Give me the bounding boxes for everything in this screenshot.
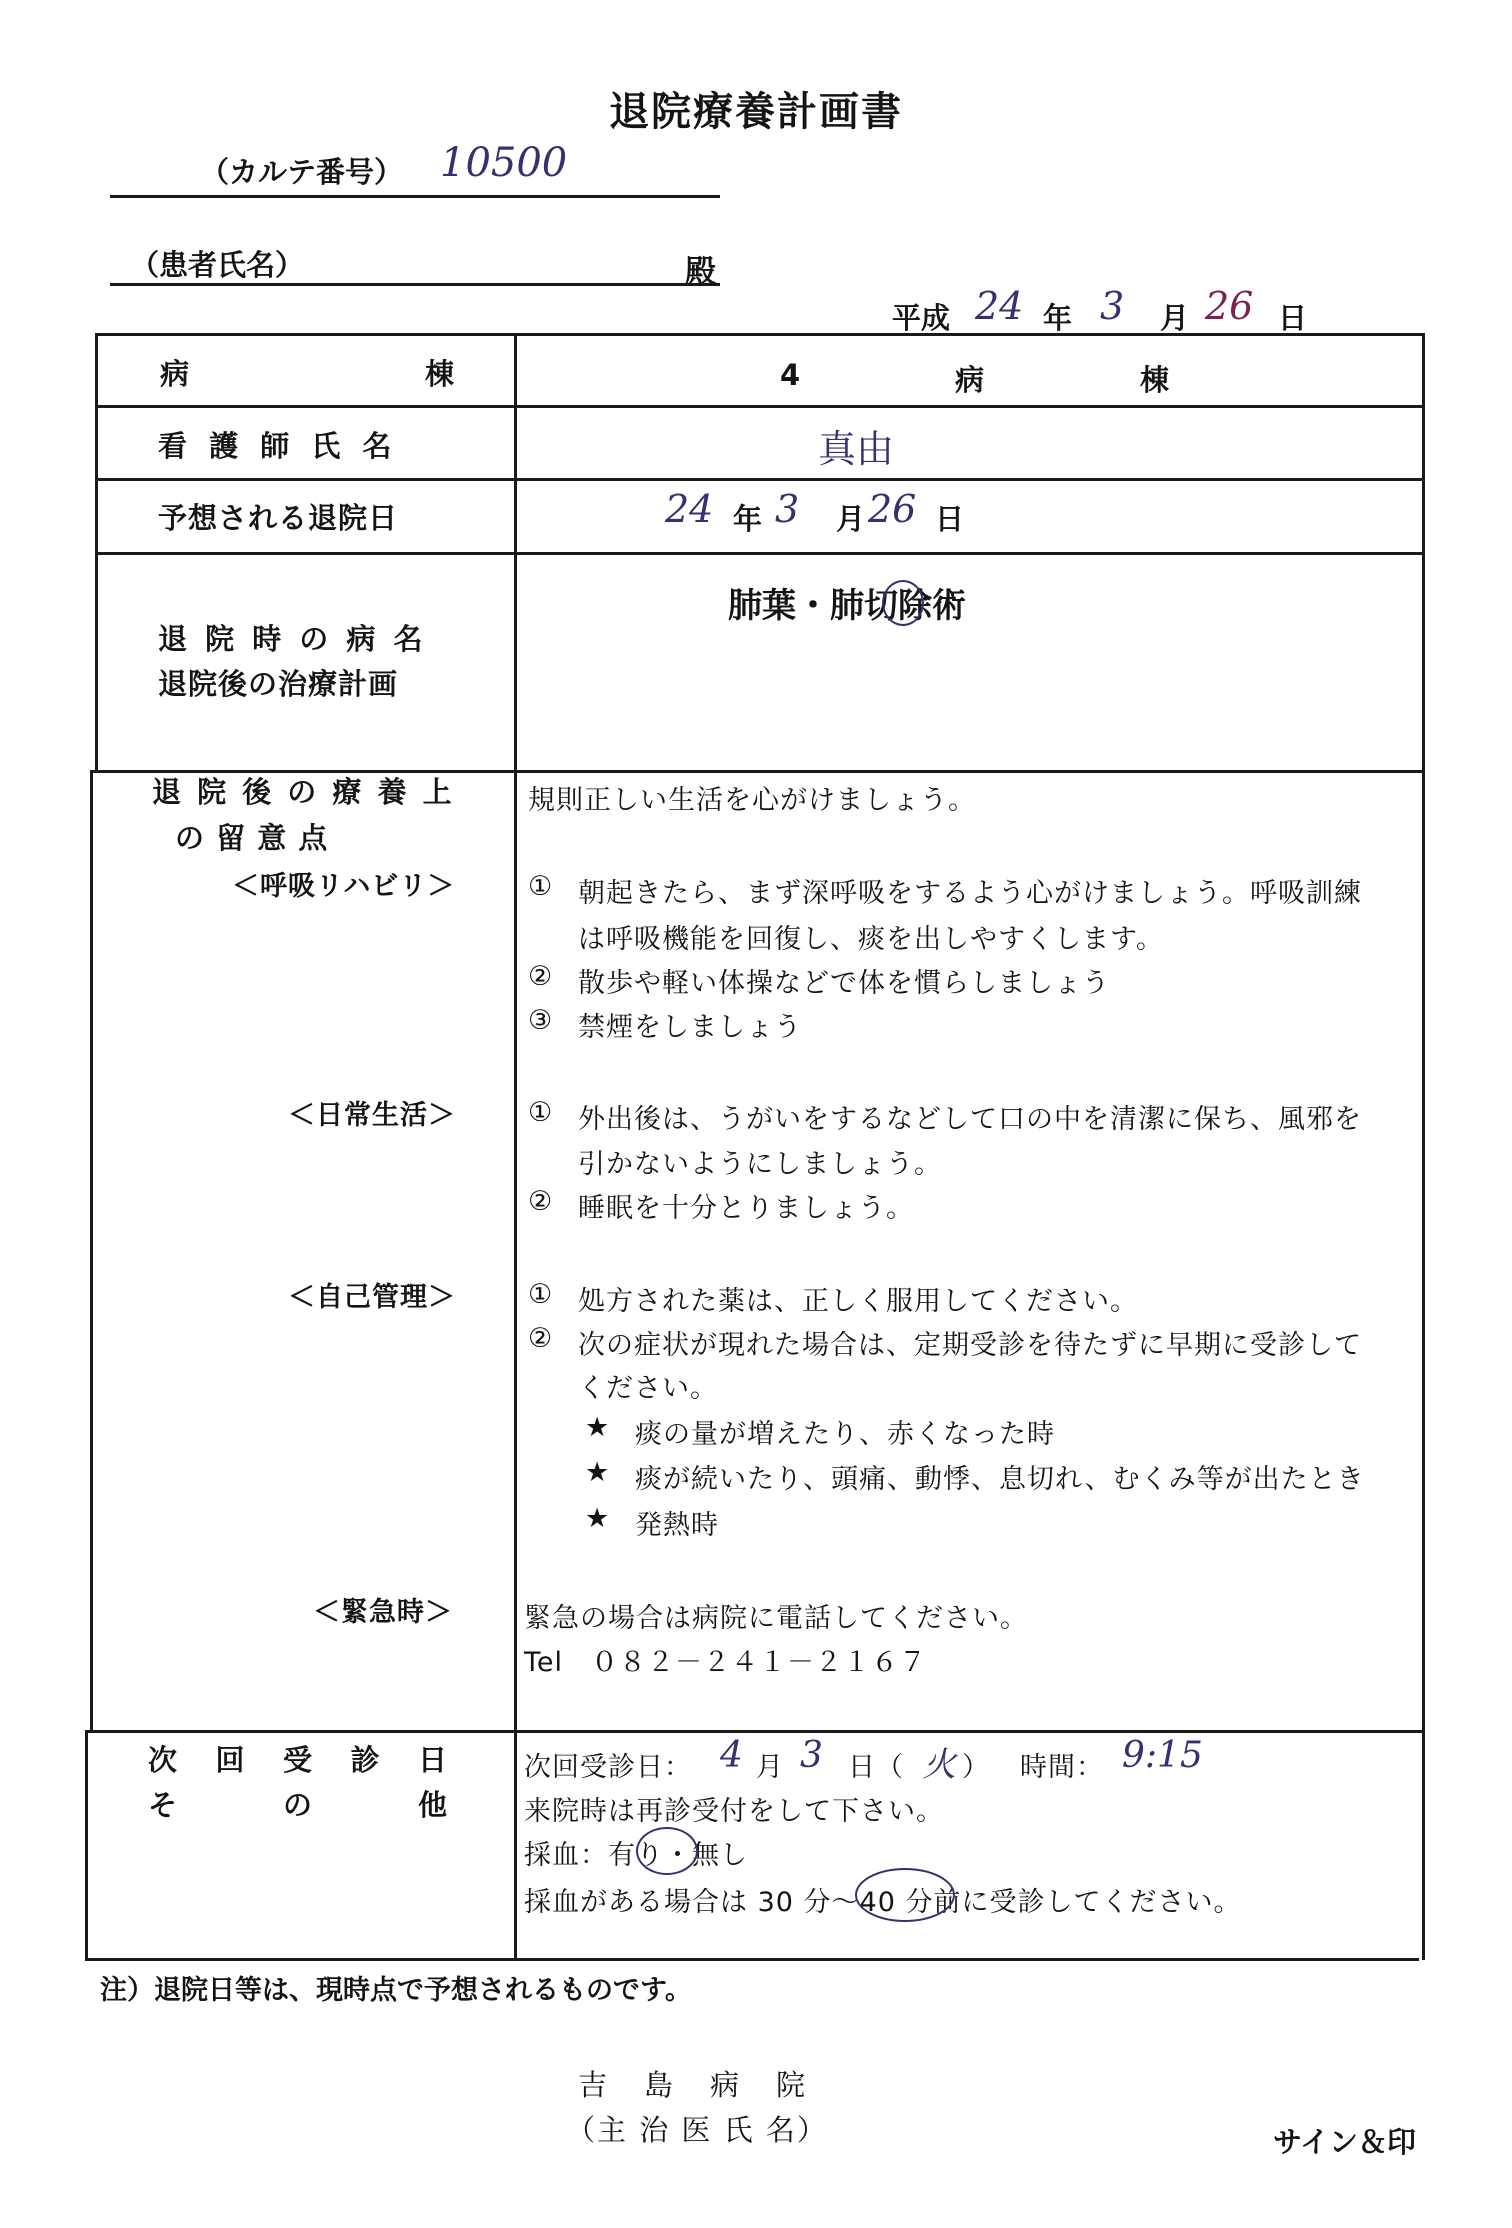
list-item: 睡眠を十分とりましょう。 — [578, 1193, 914, 1224]
next-visit-paren-close: ） — [962, 1752, 990, 1783]
section-title-self-management: ＜自己管理＞ — [288, 1282, 456, 1313]
list-marker: ② — [528, 1186, 554, 1217]
issue-date-day: 26 — [1205, 284, 1254, 328]
patient-name-label: （患者氏名） — [130, 248, 305, 282]
ward-value-b: 棟 — [1140, 363, 1171, 397]
chart-number-label: （カルテ番号） — [200, 155, 404, 189]
section-title-daily-life: ＜日常生活＞ — [288, 1100, 456, 1131]
footnote: 注）退院日等は、現時点で予想されるものです。 — [100, 1975, 692, 2006]
issue-date-month-unit: 月 — [1160, 301, 1190, 335]
care-label-line2: の 留 意 点 — [175, 821, 329, 855]
care-label-line1: 退 院 後 の 療 養 上 — [152, 775, 455, 809]
list-item: 外出後は、うがいをするなどして口の中を清潔に保ち、風邪を — [578, 1104, 1362, 1135]
handwritten-circle — [882, 580, 924, 626]
star-icon: ★ — [585, 1503, 611, 1534]
discharge-month-unit: 月 — [836, 502, 867, 536]
next-visit-time: 9:15 — [1122, 1735, 1203, 1776]
section-title-emergency: ＜緊急時＞ — [313, 1597, 453, 1628]
chart-number-value: 10500 — [440, 140, 568, 186]
diagnosis-label-line1: 退 院 時 の 病 名 — [158, 622, 427, 656]
issue-date-era: 平成 — [892, 301, 951, 335]
nurse-name-value: 真由 — [818, 427, 895, 471]
list-item: ください。 — [578, 1373, 718, 1404]
issue-date-day-unit: 日 — [1278, 301, 1308, 335]
patient-name-underline — [110, 283, 720, 286]
list-item: 痰の量が増えたり、赤くなった時 — [635, 1419, 1055, 1450]
next-visit-label: 次 回 受 診 日 — [148, 1743, 448, 1777]
next-visit-weekday: 火 — [922, 1745, 956, 1785]
issue-date-year: 24 — [975, 284, 1024, 328]
discharge-month: 3 — [775, 487, 800, 531]
next-visit-date-label: 次回受診日： — [524, 1752, 692, 1783]
list-marker: ② — [528, 1323, 554, 1354]
ward-number: 4 — [780, 358, 802, 392]
list-item: 次の症状が現れた場合は、定期受診を待たずに早期に受診して — [578, 1330, 1362, 1361]
discharge-year: 24 — [665, 487, 714, 531]
ward-label-a: 病 — [160, 357, 191, 391]
list-item: 朝起きたら、まず深呼吸をするよう心がけましょう。呼吸訓練 — [578, 878, 1362, 909]
list-item: は呼吸機能を回復し、痰を出しやすくします。 — [578, 924, 1164, 955]
star-icon: ★ — [585, 1412, 611, 1443]
list-item: 処方された薬は、正しく服用してください。 — [578, 1286, 1138, 1317]
list-item: 散歩や軽い体操などで体を慣らしましょう — [578, 968, 1110, 999]
hospital-name: 吉 島 病 院 — [578, 2068, 810, 2102]
emergency-phone: Tel ０８２－２４１－２１６７ — [524, 1647, 928, 1678]
list-item: 禁煙をしましょう — [578, 1012, 802, 1043]
other-label: そ の 他 — [148, 1788, 448, 1822]
next-visit-time-label: 時間： — [1020, 1752, 1104, 1783]
discharge-year-unit: 年 — [733, 502, 764, 536]
nurse-name-label: 看 護 師 氏 名 — [158, 429, 398, 463]
blood-test-note: 採血がある場合は 30 分～40 分前に受診してください。 — [524, 1887, 1242, 1918]
emergency-text: 緊急の場合は病院に電話してください。 — [524, 1603, 1028, 1634]
list-marker: ③ — [528, 1005, 554, 1036]
list-marker: ② — [528, 961, 554, 992]
ward-value-a: 病 — [955, 363, 986, 397]
discharge-day: 26 — [868, 487, 917, 531]
discharge-date-label: 予想される退院日 — [158, 501, 399, 535]
sign-and-seal-label: サイン＆印 — [1273, 2125, 1416, 2159]
star-icon: ★ — [585, 1457, 611, 1488]
discharge-day-unit: 日 — [935, 502, 966, 536]
next-visit-day-unit: 日（ — [848, 1752, 904, 1783]
chart-number-underline — [110, 195, 720, 198]
list-marker: ① — [528, 871, 554, 902]
diagnosis-label-line2: 退院後の治療計画 — [158, 667, 399, 701]
blood-test-options: 採血：有り・無し — [524, 1840, 748, 1871]
next-visit-day: 3 — [800, 1735, 823, 1776]
list-marker: ① — [528, 1279, 554, 1310]
issue-date-year-unit: 年 — [1043, 301, 1073, 335]
list-item: 発熱時 — [635, 1510, 719, 1541]
revisit-reception-note: 来院時は再診受付をして下さい。 — [524, 1796, 944, 1827]
issue-date-month: 3 — [1100, 284, 1125, 328]
redaction-box — [700, 422, 805, 466]
diagnosis-value: 肺葉・肺切除術 — [728, 586, 966, 626]
attending-physician-label: （主 治 医 氏 名） — [566, 2113, 828, 2147]
ward-label-b: 棟 — [425, 357, 456, 391]
section-title-breathing: ＜呼吸リハビリ＞ — [232, 871, 456, 902]
handwritten-circle — [636, 1827, 698, 1875]
next-visit-month: 4 — [720, 1735, 743, 1776]
next-visit-month-unit: 月 — [756, 1752, 784, 1783]
list-item: 痰が続いたり、頭痛、動悸、息切れ、むくみ等が出たとき — [635, 1464, 1365, 1495]
care-intro: 規則正しい生活を心がけましょう。 — [528, 785, 976, 816]
list-item: 引かないようにしましょう。 — [578, 1149, 942, 1180]
list-marker: ① — [528, 1097, 554, 1128]
patient-honorific: 殿 — [685, 254, 716, 290]
document-title: 退院療養計画書 — [609, 89, 903, 135]
handwritten-circle — [855, 1868, 955, 1922]
